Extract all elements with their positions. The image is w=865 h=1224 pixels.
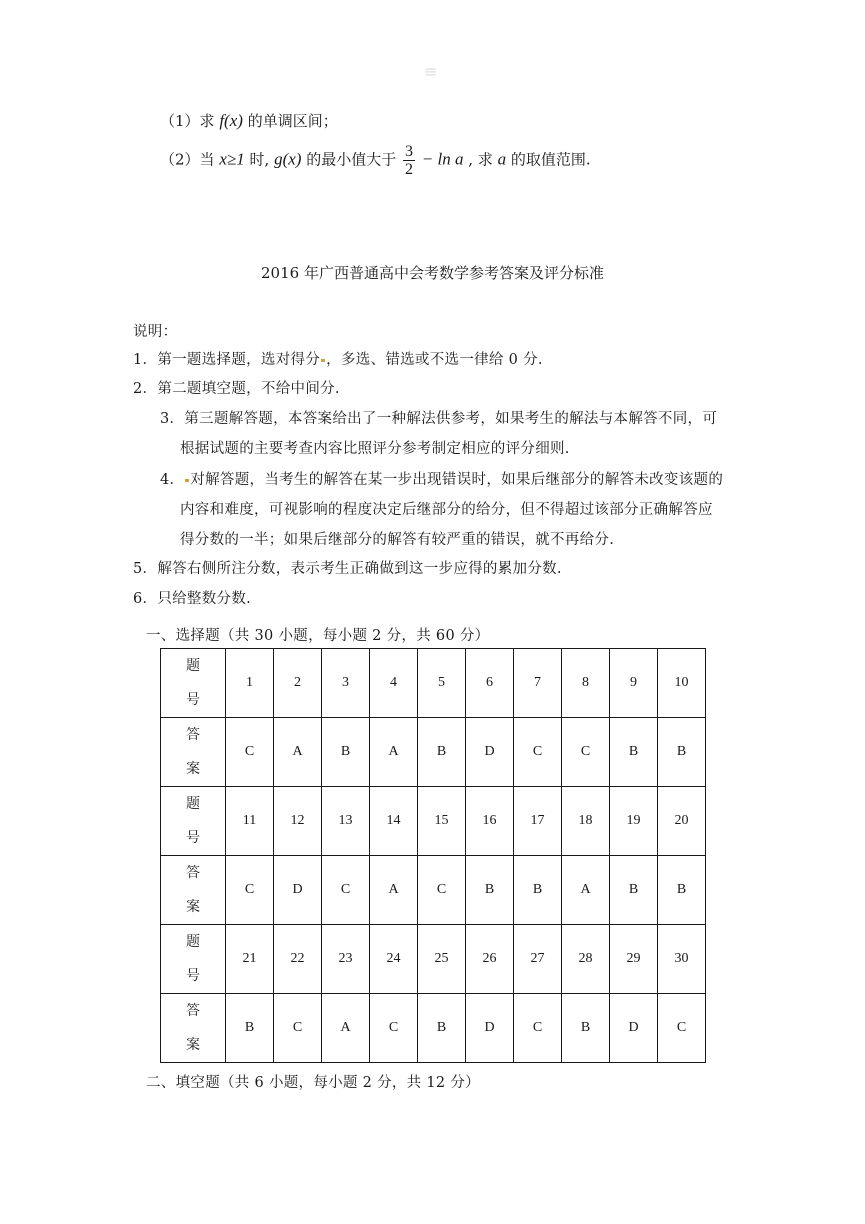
faint-page-mark: ≡ xyxy=(424,62,438,81)
answer-cell: C xyxy=(322,856,370,925)
row-header-answer: 答 案 xyxy=(161,856,226,925)
note-item-3-line-2: 根据试题的主要考查内容比照评分参考制定相应的评分细则. xyxy=(180,441,570,457)
question-number-cell: 3 xyxy=(322,649,370,718)
question-2-text-1: 时, xyxy=(249,150,270,169)
fraction-denominator: 2 xyxy=(405,161,414,178)
answer-cell: A xyxy=(370,718,418,787)
question-number-cell: 27 xyxy=(514,925,562,994)
question-number-cell: 17 xyxy=(514,787,562,856)
question-2-prefix: （2）当 xyxy=(160,150,215,169)
answer-table xyxy=(160,648,706,1063)
table-row-numbers-1 xyxy=(161,649,706,718)
question-1-suffix: 的单调区间； xyxy=(247,112,338,130)
note-item-1-text-a: 1．第一题选择题，选对得分 xyxy=(133,352,321,368)
question-number-cell: 21 xyxy=(226,925,274,994)
question-number-cell: 26 xyxy=(466,925,514,994)
question-2-condition: x≥1 xyxy=(219,149,245,169)
annotation-mark xyxy=(321,359,325,362)
table-row-answers-1 xyxy=(161,718,706,787)
question-number-cell: 11 xyxy=(226,787,274,856)
question-2-log-term: − ln a xyxy=(421,149,464,169)
question-number-cell: 22 xyxy=(274,925,322,994)
table-row-answers-2 xyxy=(161,856,706,925)
note-item-6: 6．只给整数分数. xyxy=(133,591,252,607)
question-number-cell: 2 xyxy=(274,649,322,718)
question-number-cell: 25 xyxy=(418,925,466,994)
answer-cell: B xyxy=(562,994,610,1063)
note-item-4-line-2: 内容和难度，可视影响的程度决定后继部分的给分，但不得超过该部分正确解答应 xyxy=(180,502,713,518)
answer-cell: B xyxy=(226,994,274,1063)
section-2-heading: 二、填空题（共 6 小题，每小题 2 分，共 12 分） xyxy=(146,1075,480,1091)
answer-cell: D xyxy=(466,718,514,787)
question-number-cell: 8 xyxy=(562,649,610,718)
question-number-cell: 19 xyxy=(610,787,658,856)
answer-cell: B xyxy=(610,856,658,925)
question-number-cell: 4 xyxy=(370,649,418,718)
table-row-answers-3 xyxy=(161,994,706,1063)
question-1 xyxy=(160,110,338,131)
answer-cell: C xyxy=(370,994,418,1063)
notes-heading: 说明： xyxy=(133,324,178,340)
row-header-answer: 答 案 xyxy=(161,718,226,787)
answer-cell: A xyxy=(322,994,370,1063)
question-number-cell: 24 xyxy=(370,925,418,994)
question-number-cell: 30 xyxy=(658,925,706,994)
answer-cell: C xyxy=(658,994,706,1063)
question-number-cell: 18 xyxy=(562,787,610,856)
question-number-cell: 9 xyxy=(610,649,658,718)
note-item-4-line-3: 得分数的一半；如果后继部分的解答有较严重的错误，就不再给分. xyxy=(180,532,615,548)
answer-cell: A xyxy=(370,856,418,925)
question-2-variable: a xyxy=(497,149,507,169)
question-number-cell: 29 xyxy=(610,925,658,994)
table-row-numbers-2 xyxy=(161,787,706,856)
question-number-cell: 7 xyxy=(514,649,562,718)
question-number-cell: 20 xyxy=(658,787,706,856)
row-header-question-number: 题 号 xyxy=(161,649,226,718)
table-row-numbers-3 xyxy=(161,925,706,994)
note-item-2: 2．第二题填空题，不给中间分. xyxy=(133,381,340,397)
question-number-cell: 12 xyxy=(274,787,322,856)
note-item-4-line-1 xyxy=(160,468,723,489)
fraction-three-halves xyxy=(403,143,415,178)
answer-cell: C xyxy=(418,856,466,925)
answer-cell: C xyxy=(226,856,274,925)
question-number-cell: 28 xyxy=(562,925,610,994)
answer-cell: B xyxy=(658,856,706,925)
row-header-answer: 答 案 xyxy=(161,994,226,1063)
answer-cell: A xyxy=(274,718,322,787)
question-number-cell: 16 xyxy=(466,787,514,856)
note-item-1 xyxy=(133,348,543,369)
fraction-numerator: 3 xyxy=(405,143,414,160)
answer-cell: C xyxy=(514,718,562,787)
answer-cell: D xyxy=(274,856,322,925)
row-header-question-number: 题 号 xyxy=(161,787,226,856)
answer-cell: C xyxy=(274,994,322,1063)
question-number-cell: 13 xyxy=(322,787,370,856)
question-1-prefix: （1）求 xyxy=(160,112,215,130)
note-item-4-text: 对解答题，当考生的解答在某一步出现错误时，如果后继部分的解答未改变该题的 xyxy=(190,472,724,488)
page-title: 2016 年广西普通高中会考数学参考答案及评分标准 xyxy=(261,264,604,282)
question-2-text-3: , 求 xyxy=(468,150,493,169)
question-number-cell: 23 xyxy=(322,925,370,994)
answer-cell: B xyxy=(466,856,514,925)
note-item-3-line-1: 3．第三题解答题，本答案给出了一种解法供参考，如果考生的解法与本解答不同，可 xyxy=(160,411,718,427)
question-number-cell: 14 xyxy=(370,787,418,856)
section-1-heading: 一、选择题（共 30 小题，每小题 2 分，共 60 分） xyxy=(146,628,490,644)
question-number-cell: 6 xyxy=(466,649,514,718)
answer-cell: B xyxy=(418,994,466,1063)
question-number-cell: 10 xyxy=(658,649,706,718)
question-number-cell: 1 xyxy=(226,649,274,718)
answer-cell: A xyxy=(562,856,610,925)
answer-cell: B xyxy=(610,718,658,787)
question-number-cell: 15 xyxy=(418,787,466,856)
note-item-5: 5．解答右侧所注分数，表示考生正确做到这一步应得的累加分数. xyxy=(133,561,562,577)
answer-cell: C xyxy=(562,718,610,787)
answer-cell: C xyxy=(226,718,274,787)
answer-cell: B xyxy=(418,718,466,787)
question-1-function: f(x) xyxy=(219,111,243,130)
question-number-cell: 5 xyxy=(418,649,466,718)
answer-cell: B xyxy=(514,856,562,925)
question-2-suffix: 的取值范围. xyxy=(510,150,591,169)
annotation-mark xyxy=(185,479,189,482)
answer-cell: C xyxy=(514,994,562,1063)
question-2 xyxy=(160,143,591,178)
question-2-function: g(x) xyxy=(274,149,302,169)
answer-cell: D xyxy=(610,994,658,1063)
question-2-text-2: 的最小值大于 xyxy=(306,150,397,169)
row-header-question-number: 题 号 xyxy=(161,925,226,994)
note-item-1-text-b: ，多选、错选或不选一律给 0 分. xyxy=(326,352,543,368)
answer-cell: B xyxy=(322,718,370,787)
note-item-4-number: 4． xyxy=(160,472,185,488)
answer-cell: D xyxy=(466,994,514,1063)
answer-cell: B xyxy=(658,718,706,787)
